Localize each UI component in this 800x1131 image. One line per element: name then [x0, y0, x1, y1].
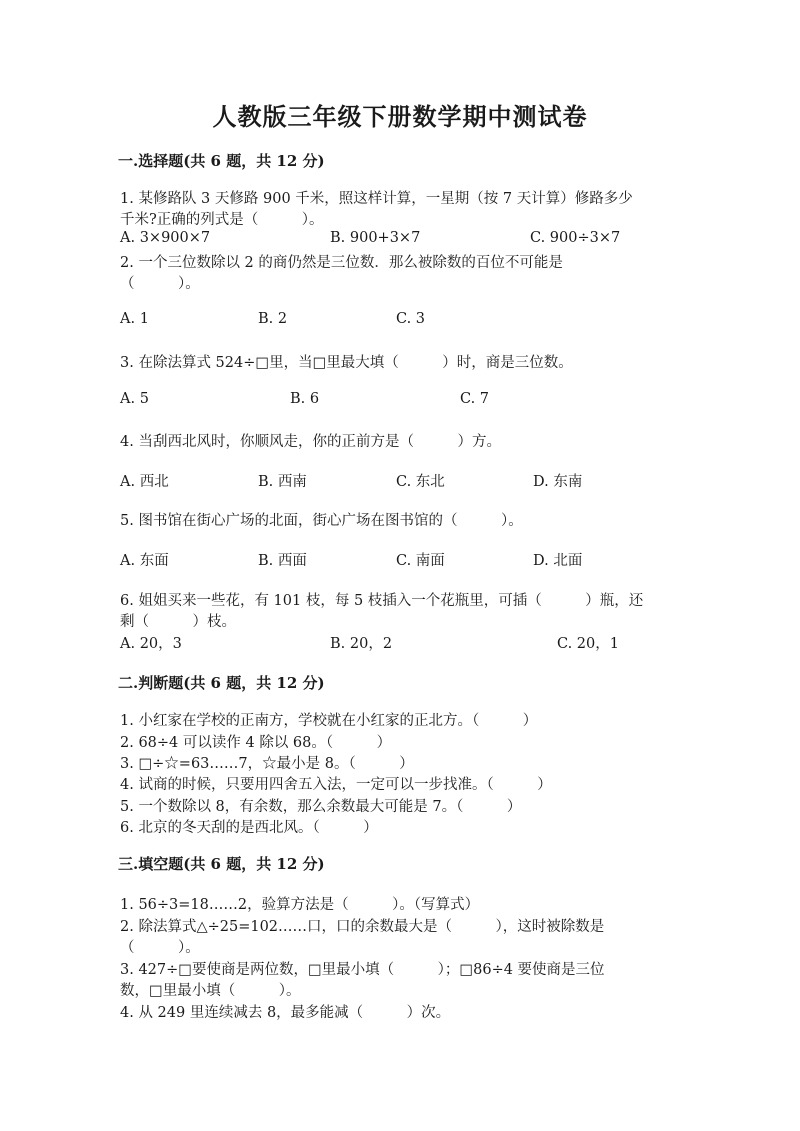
fill-line-1: 1. 56÷3=18……2，验算方法是（ ）。（写算式）: [120, 897, 480, 913]
question-2-line-1: 2. 一个三位数除以 2 的商仍然是三位数．那么被除数的百位不可能是: [120, 255, 563, 271]
question-2-option-a: A. 1: [120, 311, 149, 327]
question-5-line-1: 5. 图书馆在街心广场的北面，街心广场在图书馆的（ ）。: [120, 513, 523, 529]
judgment-line-1: 1. 小红家在学校的正南方，学校就在小红家的正北方。（ ）: [120, 713, 538, 729]
question-6-line-1: 6. 姐姐买来一些花，有 101 枝，每 5 枝插入一个花瓶里，可插（ ）瓶，还: [120, 593, 644, 609]
question-1-option-c: C. 900÷3×7: [530, 230, 621, 246]
page-title: 人教版三年级下册数学期中测试卷: [212, 102, 588, 131]
question-6-option-a: A. 20，3: [120, 636, 182, 652]
question-2-option-c: C. 3: [396, 311, 426, 327]
question-5-option-a: A. 东面: [120, 553, 169, 569]
fill-line-6: 4. 从 249 里连续减去 8，最多能减（ ）次。: [120, 1005, 451, 1021]
judgment-line-6: 6. 北京的冬天刮的是西北风。（ ）: [120, 820, 378, 836]
judgment-line-2: 2. 68÷4 可以读作 4 除以 68。（ ）: [120, 735, 392, 751]
question-1-line-1: 1. 某修路队 3 天修路 900 千米，照这样计算，一星期（按 7 天计算）修路多少: [120, 191, 633, 207]
section-heading-choice: 一.选择题(共 6 题，共 12 分): [118, 152, 325, 170]
question-4-option-d: D. 东南: [533, 474, 583, 490]
question-4-option-b: B. 西南: [258, 474, 307, 490]
question-2-option-b: B. 2: [258, 311, 288, 327]
judgment-line-5: 5. 一个数除以 8，有余数，那么余数最大可能是 7。（ ）: [120, 799, 522, 815]
question-3-line-1: 3. 在除法算式 524÷□里，当□里最大填（ ）时，商是三位数。: [120, 355, 573, 371]
question-6-line-2: 剩（ ）枝。: [120, 614, 236, 630]
question-6-option-c: C. 20，1: [557, 636, 619, 652]
question-3-option-a: A. 5: [120, 391, 149, 407]
question-3-option-b: B. 6: [290, 391, 320, 407]
fill-line-5: 数，□里最小填（ ）。: [120, 983, 301, 999]
question-1-line-2: 千米?正确的列式是（ ）。: [120, 212, 324, 228]
question-2-line-2: （ ）。: [120, 276, 200, 292]
question-4-option-a: A. 西北: [120, 474, 169, 490]
question-4-line-1: 4. 当刮西北风时，你顺风走，你的正前方是（ ）方。: [120, 434, 501, 450]
fill-line-2: 2. 除法算式△÷25=102……口，口的余数最大是（ ），这时被除数是: [120, 919, 605, 935]
section-heading-fill: 三.填空题(共 6 题，共 12 分): [118, 855, 325, 873]
judgment-line-3: 3. □÷☆=63……7，☆最小是 8。（ ）: [120, 756, 414, 772]
question-6-option-b: B. 20，2: [330, 636, 393, 652]
section-heading-judgment: 二.判断题(共 6 题，共 12 分): [118, 674, 325, 692]
question-3-option-c: C. 7: [460, 391, 490, 407]
judgment-line-4: 4. 试商的时候，只要用四舍五入法，一定可以一步找准。（ ）: [120, 777, 552, 793]
question-5-option-c: C. 南面: [396, 553, 445, 569]
fill-line-4: 3. 427÷□要使商是两位数，□里最小填（ ）；□86÷4 要使商是三位: [120, 962, 605, 978]
question-1-option-b: B. 900+3×7: [330, 230, 421, 246]
fill-line-3: （ ）。: [120, 940, 200, 956]
question-5-option-d: D. 北面: [533, 553, 583, 569]
question-5-option-b: B. 西面: [258, 553, 307, 569]
question-4-option-c: C. 东北: [396, 474, 445, 490]
question-1-option-a: A. 3×900×7: [120, 230, 211, 246]
